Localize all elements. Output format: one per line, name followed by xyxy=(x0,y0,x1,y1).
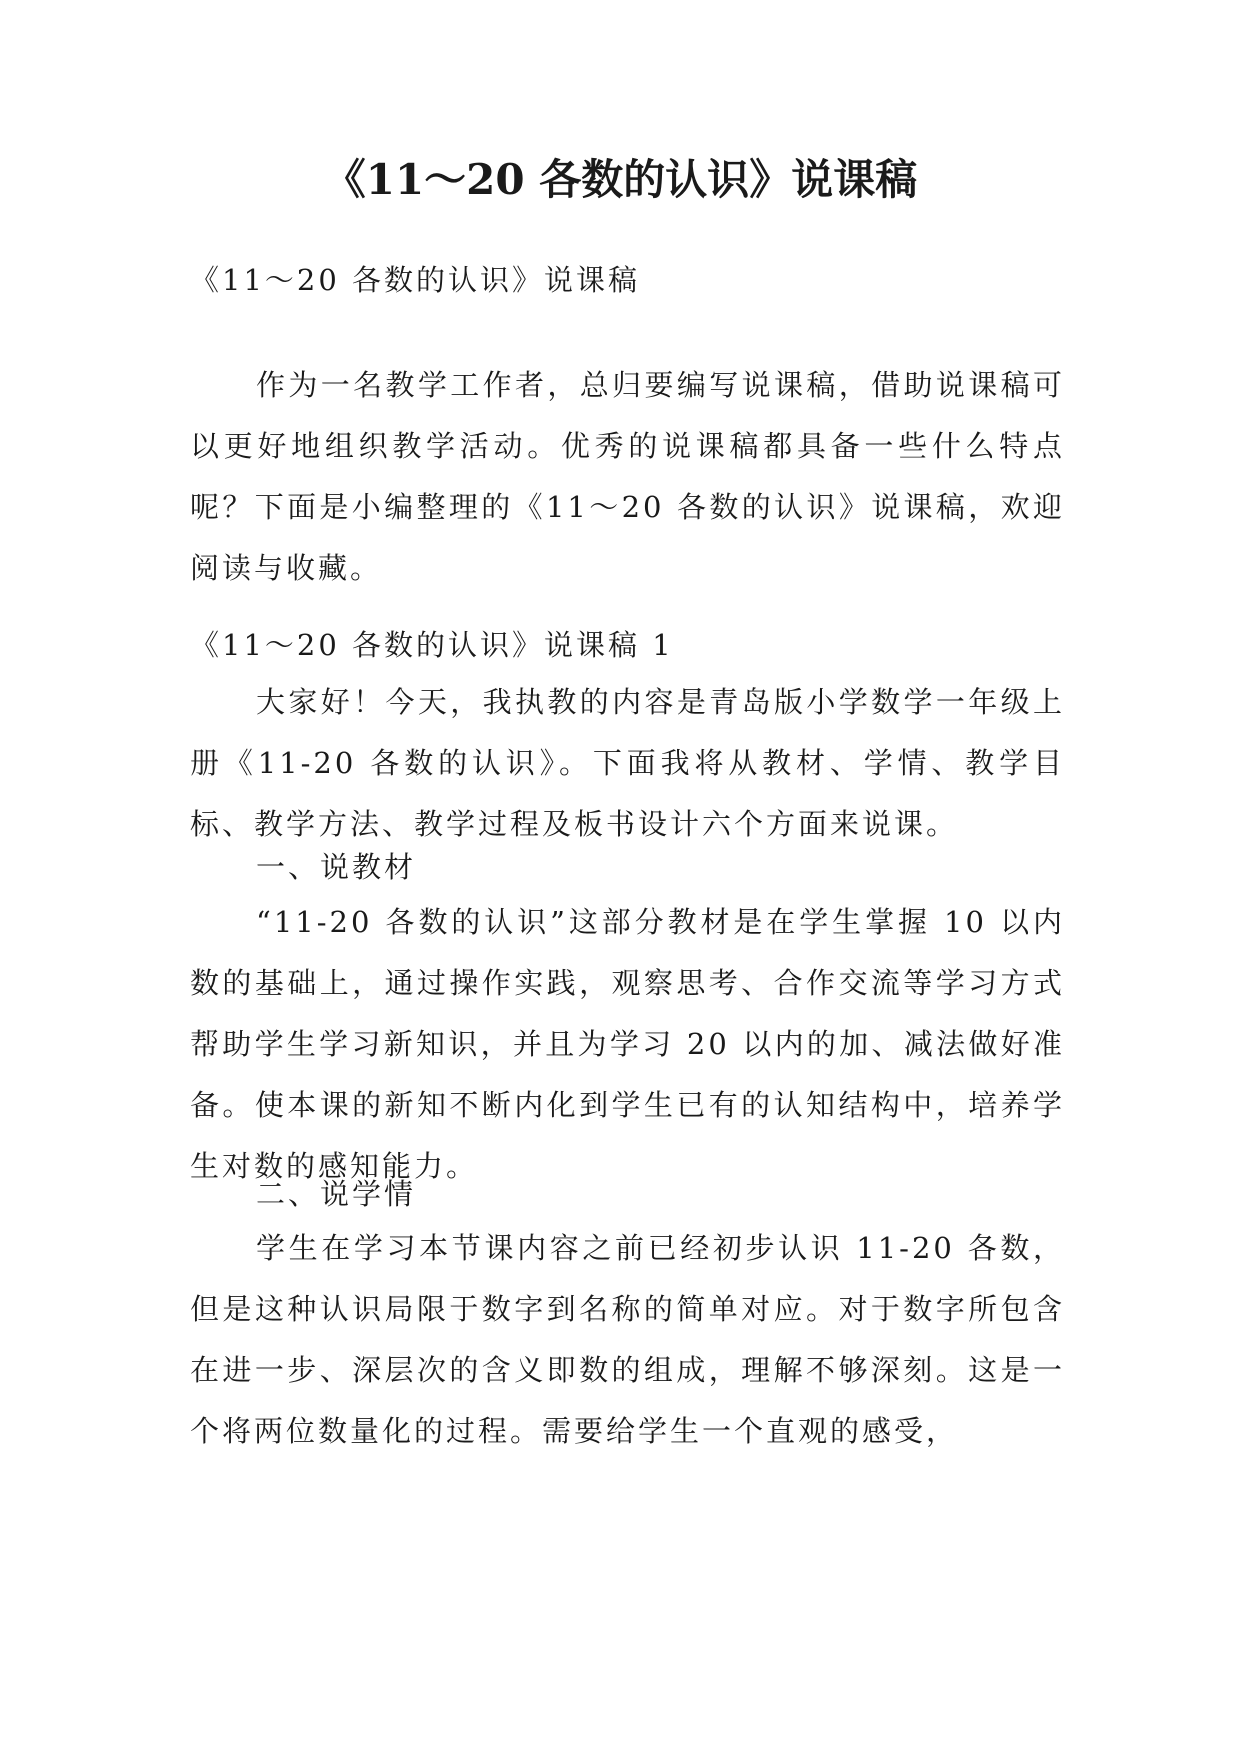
paragraph-textbook: “11-20 各数的认识”这部分教材是在学生掌握 10 以内数的基础上，通过操作实践，观察思考、合作交流等学习方式帮助学生学习新知识，并且为学习 20 以内的加、减法做好准备。使本课的新知不断内化到学生已有的认知结构中，培养学生对数的感知能力。 xyxy=(190,905,1065,1183)
heading-learners: 二、说学情 xyxy=(256,1177,417,1211)
paragraph-greeting: 大家好！今天，我执教的内容是青岛版小学数学一年级上册《11-20 各数的认识》。下面我将从教材、学情、教学目标、教学方法、教学过程及板书设计六个方面来说课。 xyxy=(190,685,1065,841)
document-title: 《11～20 各数的认识》说课稿 xyxy=(323,155,918,204)
paragraph-learners: 学生在学习本节课内容之前已经初步认识 11-20 各数，但是这种认识局限于数字到名称的简单对应。对于数字所包含在进一步、深层次的含义即数的组成，理解不够深刻。这是一个将两位数量化的过程。需要给学生一个直观的感受， xyxy=(190,1231,1065,1448)
heading-textbook: 一、说教材 xyxy=(256,850,417,884)
intro-paragraph: 作为一名教学工作者，总归要编写说课稿，借助说课稿可以更好地组织教学活动。优秀的说课稿都具备一些什么特点呢？下面是小编整理的《11～20 各数的认识》说课稿，欢迎阅读与收藏。 xyxy=(190,368,1065,585)
document-subtitle: 《11～20 各数的认识》说课稿 xyxy=(190,263,641,297)
section-heading: 《11～20 各数的认识》说课稿 1 xyxy=(190,628,674,662)
